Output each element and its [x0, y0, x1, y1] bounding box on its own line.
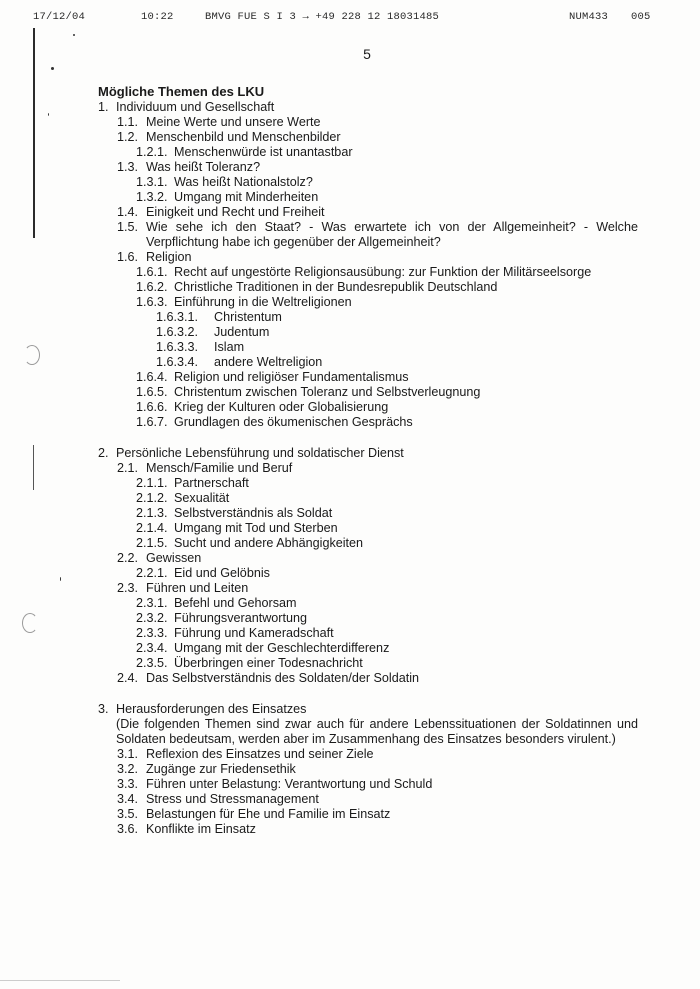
section-note: (Die folgenden Themen sind zwar auch für andere Lebenssituationen der Soldatinnen und Soldaten bedeutsam, werden aber im Zusammenhang des Einsatzes besonders virulent.)	[116, 717, 638, 746]
outline-label: Umgang mit Minderheiten	[174, 190, 319, 204]
outline-number: 1.3.2.	[136, 190, 168, 204]
outline-number: 1.5.	[117, 220, 139, 234]
outline-number: 1.4.	[117, 205, 139, 219]
topic-item	[98, 400, 638, 415]
outline-label: Menschenwürde ist unantastbar	[174, 145, 353, 159]
outline-label: Eid und Gelöbnis	[174, 566, 270, 580]
subsection-item	[98, 777, 638, 792]
topic-item	[98, 265, 638, 280]
topic-item	[98, 626, 638, 641]
topic-item	[98, 656, 638, 671]
topic-item	[98, 521, 638, 536]
outline-label: Führen und Leiten	[146, 581, 249, 595]
outline-number: 1.3.	[117, 160, 139, 174]
outline-number: 1.6.1.	[136, 265, 168, 279]
outline-number: 2.3.4.	[136, 641, 168, 655]
fax-time: 10:22	[141, 11, 174, 23]
outline-number: 2.4.	[117, 671, 139, 685]
fax-sender-line: BMVG FUE S I 3 → +49 228 12 18031485	[205, 11, 440, 23]
outline-label: Das Selbstverständnis des Soldaten/der Soldatin	[146, 671, 420, 685]
topic-outline	[98, 100, 638, 837]
outline-label: Umgang mit der Geschlechterdifferenz	[174, 641, 390, 655]
outline-number: 2.1.2.	[136, 491, 168, 505]
outline-label: Sucht und andere Abhängigkeiten	[174, 536, 364, 550]
outline-number: 1.6.3.1.	[156, 310, 199, 324]
document-title: Mögliche Themen des LKU	[98, 84, 265, 99]
scan-bottom-edge	[0, 980, 120, 981]
outline-label: Mensch/Familie und Beruf	[146, 461, 293, 475]
outline-number: 1.3.1.	[136, 175, 168, 189]
outline-number: 2.3.2.	[136, 611, 168, 625]
section-heading	[98, 100, 638, 115]
outline-number: 2.2.1.	[136, 566, 168, 580]
document-body	[98, 84, 638, 837]
subsection-item	[98, 220, 638, 250]
subtopic-item	[98, 325, 638, 340]
outline-label: Konflikte im Einsatz	[146, 822, 256, 836]
outline-label: Selbstverständnis als Soldat	[174, 506, 333, 520]
outline-number: 1.6.	[117, 250, 139, 264]
outline-number: 1.6.4.	[136, 370, 168, 384]
topic-item	[98, 295, 638, 310]
outline-number: 3.	[98, 702, 109, 716]
fax-number: NUM433	[569, 11, 609, 23]
outline-number: 2.1.4.	[136, 521, 168, 535]
outline-label: Herausforderungen des Einsatzes	[116, 702, 307, 716]
outline-number: 1.1.	[117, 115, 139, 129]
outline-label: Belastungen für Ehe und Familie im Einsatz	[146, 807, 391, 821]
outline-number: 3.2.	[117, 762, 139, 776]
topic-item	[98, 370, 638, 385]
outline-label: Zugänge zur Friedensethik	[146, 762, 296, 776]
topic-item	[98, 145, 638, 160]
outline-label: Islam	[214, 340, 245, 354]
outline-number: 3.1.	[117, 747, 139, 761]
outline-label: Führungsverantwortung	[174, 611, 308, 625]
outline-label: Grundlagen des ökumenischen Gesprächs	[174, 415, 413, 429]
outline-label: Umgang mit Tod und Sterben	[174, 521, 338, 535]
section-heading	[98, 702, 638, 717]
outline-label: Partnerschaft	[174, 476, 249, 490]
outline-label: Wie sehe ich den Staat? - Was erwartete ich von der Allgemeinheit? - Welche Verpflichtung habe ich gegenüber der Allgemeinheit?	[146, 220, 638, 249]
punch-hole-mark	[24, 345, 40, 365]
outline-label: Persönliche Lebensführung und soldatischer Dienst	[116, 446, 404, 460]
outline-label: Individuum und Gesellschaft	[116, 100, 275, 114]
topic-item	[98, 536, 638, 551]
outline-label: Einigkeit und Recht und Freiheit	[146, 205, 325, 219]
subsection-item	[98, 747, 638, 762]
outline-number: 3.5.	[117, 807, 139, 821]
outline-label: Was heißt Toleranz?	[146, 160, 261, 174]
subtopic-item	[98, 310, 638, 325]
outline-label: Führung und Kameradschaft	[174, 626, 334, 640]
outline-label: Krieg der Kulturen oder Globalisierung	[174, 400, 389, 414]
topic-item	[98, 476, 638, 491]
outline-number: 1.6.5.	[136, 385, 168, 399]
outline-number: 1.6.3.	[136, 295, 168, 309]
subsection-item	[98, 822, 638, 837]
subsection-item	[98, 461, 638, 476]
outline-number: 3.4.	[117, 792, 139, 806]
outline-number: 1.6.2.	[136, 280, 168, 294]
scan-speck	[48, 113, 49, 116]
topic-item	[98, 506, 638, 521]
fax-page-counter: 005	[631, 11, 651, 23]
subsection-item	[98, 551, 638, 566]
outline-label: Reflexion des Einsatzes und seiner Ziele	[146, 747, 374, 761]
page-number: 5	[363, 46, 371, 62]
topic-item	[98, 566, 638, 581]
outline-number: 2.3.	[117, 581, 139, 595]
fax-date: 17/12/04	[33, 11, 86, 23]
subsection-item	[98, 160, 638, 175]
subtopic-item	[98, 355, 638, 370]
outline-number: 3.3.	[117, 777, 139, 791]
outline-label: Sexualität	[174, 491, 230, 505]
topic-item	[98, 190, 638, 205]
punch-hole-mark	[22, 613, 38, 633]
scan-edge-line-lower	[33, 445, 34, 490]
subsection-item	[98, 807, 638, 822]
outline-number: 2.3.3.	[136, 626, 168, 640]
outline-label: Religion	[146, 250, 192, 264]
outline-number: 2.3.5.	[136, 656, 168, 670]
subsection-item	[98, 250, 638, 265]
scan-speck	[51, 67, 54, 70]
topic-item	[98, 491, 638, 506]
outline-label: Religion und religiöser Fundamentalismus	[174, 370, 409, 384]
section-spacer	[98, 686, 638, 702]
subsection-item	[98, 130, 638, 145]
outline-number: 2.1.5.	[136, 536, 168, 550]
outline-number: 2.1.3.	[136, 506, 168, 520]
subsection-item	[98, 205, 638, 220]
outline-label: Recht auf ungestörte Religionsausübung: zur Funktion der Militärseelsorge	[174, 265, 592, 279]
subsection-item	[98, 792, 638, 807]
subtopic-item	[98, 340, 638, 355]
outline-number: 1.6.3.4.	[156, 355, 199, 369]
outline-label: Christliche Traditionen in der Bundesrepublik Deutschland	[174, 280, 498, 294]
topic-item	[98, 641, 638, 656]
fax-transmission-header	[0, 11, 700, 27]
outline-label: Stress und Stressmanagement	[146, 792, 319, 806]
outline-number: 1.6.6.	[136, 400, 168, 414]
outline-number: 1.6.7.	[136, 415, 168, 429]
topic-item	[98, 280, 638, 295]
outline-label: Christentum	[214, 310, 282, 324]
outline-number: 2.2.	[117, 551, 139, 565]
outline-number: 1.6.3.3.	[156, 340, 199, 354]
outline-label: Menschenbild und Menschenbilder	[146, 130, 341, 144]
outline-label: Was heißt Nationalstolz?	[174, 175, 313, 189]
subsection-item	[98, 115, 638, 130]
scan-speck	[73, 34, 75, 36]
outline-label: Christentum zwischen Toleranz und Selbstverleugnung	[174, 385, 481, 399]
topic-item	[98, 385, 638, 400]
topic-item	[98, 415, 638, 430]
outline-label: Befehl und Gehorsam	[174, 596, 297, 610]
topic-item	[98, 611, 638, 626]
outline-label: Führen unter Belastung: Verantwortung und Schuld	[146, 777, 433, 791]
outline-number: 1.2.1.	[136, 145, 168, 159]
section-spacer	[98, 430, 638, 446]
scan-speck	[60, 577, 61, 581]
subsection-item	[98, 581, 638, 596]
outline-label: andere Weltreligion	[214, 355, 323, 369]
outline-number: 1.	[98, 100, 109, 114]
outline-label: Meine Werte und unsere Werte	[146, 115, 321, 129]
topic-item	[98, 175, 638, 190]
outline-number: 2.	[98, 446, 109, 460]
outline-number: 2.1.1.	[136, 476, 168, 490]
outline-number: 2.1.	[117, 461, 139, 475]
subsection-item	[98, 671, 638, 686]
outline-label: Einführung in die Weltreligionen	[174, 295, 352, 309]
outline-number: 1.2.	[117, 130, 139, 144]
outline-label: Judentum	[214, 325, 270, 339]
outline-label: Überbringen einer Todesnachricht	[174, 656, 363, 670]
subsection-item	[98, 762, 638, 777]
outline-number: 1.6.3.2.	[156, 325, 199, 339]
outline-number: 2.3.1.	[136, 596, 168, 610]
topic-item	[98, 596, 638, 611]
outline-label: Gewissen	[146, 551, 202, 565]
section-heading	[98, 446, 638, 461]
outline-number: 3.6.	[117, 822, 139, 836]
